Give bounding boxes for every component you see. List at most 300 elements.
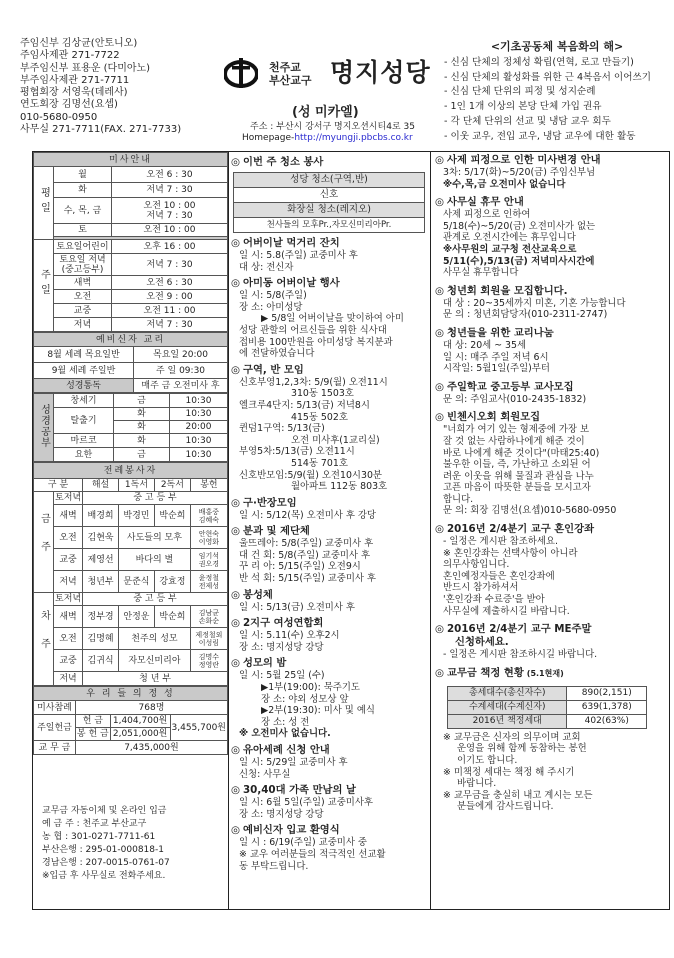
bullet-icon: ◎: [231, 588, 240, 601]
notice-line: 월아파트 112동 803호: [291, 481, 388, 493]
roster-reader: 김명혜: [83, 628, 119, 650]
bullet-icon: ◎: [435, 380, 444, 393]
roster-reader: 김귀식: [83, 650, 119, 672]
notice-line: 514동 701호: [291, 457, 348, 469]
notice-line: 불우한 이들, 즉, 가난하고 소외된 어: [443, 459, 591, 471]
notice-line: ▶2부(19:30): 미사 및 예식: [261, 705, 375, 717]
right-sections: [435, 154, 667, 680]
notice-title-text: 어버이날 먹거리 잔치: [243, 237, 340, 249]
notice-block: [435, 411, 667, 517]
offering-value: 7,435,000원: [75, 741, 227, 755]
roster-reader: 사도들의 모후: [119, 527, 191, 549]
notice-line: 시작일: 5월1일(주일)부터: [443, 363, 550, 375]
cleaning-row: 신호: [234, 188, 424, 203]
offering-label: 주일헌금: [34, 715, 76, 741]
notice-line: 부영5차:5/13(금) 오전11시: [239, 446, 355, 458]
notice-title-text: 빈첸시오회 회원모집: [447, 411, 541, 424]
roster-header: 봉헌: [190, 479, 227, 492]
roster-reader: 배경희: [83, 505, 119, 527]
roster-offering: 임기석 권오경: [190, 549, 227, 571]
notice-block: [435, 623, 667, 661]
notice-block: [231, 657, 429, 740]
notice-block: [231, 277, 429, 360]
mass-day: 월: [54, 167, 112, 183]
middle-notices: [231, 156, 429, 876]
notice-line: 에 전달하였습니다: [239, 348, 315, 360]
roster-offering: 배홍중 김혜숙: [190, 505, 227, 527]
cleaning-row: 화장실 청소(레지오): [234, 203, 424, 218]
study-time: 10:30: [170, 448, 228, 462]
notice-line: 415동 502호: [291, 411, 348, 423]
bullet-icon: ◎: [231, 784, 240, 797]
notice-line: 사무실에 제출하시길 바랍니다.: [443, 605, 570, 617]
study-day: 금: [114, 448, 170, 462]
study-day: 금: [114, 394, 170, 408]
roster-reader: 천주의 성모: [119, 628, 191, 650]
roster-reader: 박경민: [119, 505, 155, 527]
roster-header: 1독서: [119, 479, 155, 492]
cleaning-title: 이번 주 청소 봉사: [243, 156, 324, 168]
notice-title-text: 30,40대 가족 만남의 날: [243, 784, 356, 797]
notice-line: 신호반모임:5/9(월) 오전10시30분: [239, 469, 382, 481]
mass-time: 오전 6 : 30: [112, 167, 228, 183]
notice-title-text: 구역, 반 모임: [243, 363, 304, 376]
mass-day: 교중: [54, 304, 112, 318]
bullet-icon: ◎: [435, 523, 444, 536]
roster-reader: 김현욱: [83, 527, 119, 549]
pledge-value: 890(2,151): [567, 686, 647, 700]
notice-line: 꾸 리 아: 5/15(주일) 오전9시: [239, 561, 361, 573]
notice-line: 반드시 참가하셔서: [443, 582, 519, 594]
notice-line: 혼인예정자들은 혼인강좌에: [443, 570, 555, 582]
notice-line: 일 시: 5/13(금) 오전미사 후: [239, 601, 355, 613]
notice-title-text: 사제 피정으로 인한 미사변경 안내: [447, 154, 601, 166]
mass-time: 저녁 7 : 30: [112, 183, 228, 198]
notice-line: 문 의: 회장 김명선(요셉)010-5680-0950: [443, 505, 617, 517]
notice-title-text: 예비신자 입교 환영식: [243, 824, 340, 837]
roster-youth: 중 고 등 부: [83, 492, 228, 505]
notice-block: [435, 154, 667, 190]
mass-day: 오전: [54, 290, 112, 304]
staff-list: [20, 38, 220, 136]
notice-line: 일 시: 5.8(주일) 교중미사 후: [239, 250, 358, 261]
notice-line: 장 소: 명지성당 강당: [239, 641, 324, 653]
notice-line: 사제 피정으로 인하여: [443, 209, 531, 221]
roster-slot: 저녁: [54, 672, 83, 686]
notice-line: 일 시: 5/29일 교중미사 후: [239, 757, 348, 768]
notice-line: 5/18(수)~5/20(금) 오전미사가 없는: [443, 220, 596, 232]
staff-line: 연도회장 김명선(요셉): [20, 99, 118, 111]
notice-title-text: 아미동 어버이날 행사: [243, 277, 340, 290]
mass-day: 수, 목, 금: [54, 198, 112, 224]
notice-line: 신청: 사무실: [239, 768, 291, 780]
notice-title: [231, 156, 429, 169]
notice-block: [231, 617, 429, 653]
study-day: 화: [114, 434, 170, 448]
year-title: <기초공동체 복음화의 해>: [490, 40, 624, 53]
notice-line: ※ 오전미사 없습니다.: [239, 728, 331, 740]
notice-title: [435, 523, 667, 536]
roster-reader: 청년부: [83, 571, 119, 593]
study-book: 요한: [54, 448, 114, 462]
cleaning-row: 천사들의 모후Pr.,자모신미리아Pr.: [266, 220, 392, 230]
notice-title-text: 주일학교 중고등부 교사모집: [447, 380, 574, 393]
mass-time: 저녁 7 : 30: [112, 318, 228, 332]
class-name: 8월 세례 목요일반: [34, 347, 134, 363]
bank-line: ※입금 후 사무실로 전화주세요.: [42, 871, 166, 881]
notice-title-text: 2016년 2/4분기 교구 ME주말: [447, 623, 592, 636]
mass-time: 오후 16 : 00: [112, 240, 228, 254]
roster-header: 해설: [83, 479, 119, 492]
mass-day: 토요일 저녁 (중고등부): [54, 254, 112, 276]
roster-reader: 제영선: [83, 549, 119, 571]
notice-title: [231, 525, 429, 538]
study-book: 창세기: [54, 394, 114, 408]
bank-line: 농 협 : 301-0271-7711-61: [42, 832, 156, 842]
bank-line: 교무금 자동이체 및 온라인 입금: [42, 806, 167, 816]
roster-youth: 청 년 부: [83, 672, 228, 686]
roster-slot: 오전: [54, 628, 83, 650]
catechumen-table: [33, 332, 228, 393]
notice-title-text: 교무금 책정 현황: [447, 666, 524, 679]
study-book: 탈출기: [54, 408, 114, 434]
bullet-icon: ◎: [231, 525, 240, 538]
notice-title: [231, 589, 429, 602]
year-item: - 신심 단체의 활성화를 위한 근 4복음서 이어쓰기: [444, 71, 651, 83]
mass-title: 미사안내: [34, 153, 228, 167]
pledge-note: ※ 미책정 세대는 책정 해 주시기: [443, 766, 575, 778]
mass-time: 오전 9 : 00: [112, 290, 228, 304]
notice-title-text: 구·반장모임: [243, 496, 297, 509]
notice-title-text: 성모의 밤: [243, 657, 287, 670]
bullet-icon: ◎: [435, 196, 444, 209]
notice-title: [231, 784, 429, 797]
notice-title: [231, 277, 429, 290]
staff-line: 주임사제관 271-7722: [20, 50, 120, 62]
right-notices: [435, 154, 667, 813]
pledge-note: ※ 교무금은 신자의 의무이며 교회: [443, 731, 581, 743]
homepage-label: Homepage-: [242, 133, 295, 143]
notice-line: - 일정은 게시판 참조하시길 바랍니다.: [443, 649, 598, 661]
notice-line: 문 의 : 청년회담당자(010-2311-2747): [443, 309, 608, 321]
mass-time: 오전 6 : 30: [112, 276, 228, 290]
notice-title-text: 2지구 여성연합회: [243, 617, 324, 630]
pledge-value: 402(63%): [567, 714, 647, 728]
roster-slot: 토저녁: [55, 493, 82, 503]
mass-day: 새벽: [54, 276, 112, 290]
notice-block: [435, 523, 667, 617]
staff-line: 010-5680-0950: [20, 111, 98, 123]
offering-label: 미사참례: [34, 701, 76, 715]
staff-line: 평협회장 서영욱(데레사): [20, 87, 128, 99]
notice-title: [231, 237, 429, 250]
roster-slot: 오전: [54, 527, 83, 549]
bullet-icon: ◎: [435, 284, 444, 297]
notice-title: [435, 411, 667, 424]
study-time: 10:30: [170, 408, 228, 421]
middle-sections: [231, 237, 429, 872]
notice-block: [435, 196, 667, 279]
notice-block: [231, 497, 429, 522]
staff-line: 부주임사제관 271-7711: [20, 74, 130, 86]
offering-value: 2,051,000원: [110, 728, 170, 741]
bullet-icon: ◎: [231, 363, 240, 376]
roster-offering: 김남균 손화순: [190, 606, 227, 628]
notice-line: 합니다.: [443, 493, 474, 505]
notice-title: [231, 617, 429, 630]
notice-line: "너희가 여기 있는 형제중에 가장 보: [443, 424, 590, 436]
roster-slot: 토저녁: [55, 594, 82, 604]
study-time: 10:30: [170, 434, 228, 448]
notice-title-text: 분과 및 제단체: [243, 525, 310, 538]
notice-title-text: 사무실 휴무 안내: [447, 196, 524, 209]
notice-block: [435, 327, 667, 375]
notice-line: 일 시: 5/12(목) 오전미사 후 강당: [239, 509, 376, 521]
notice-title-text: 청년회 회원을 모집합니다.: [447, 284, 568, 297]
notice-line: ※ 혼인강좌는 선택사항이 아니라: [443, 547, 578, 559]
mass-time: 저녁 7 : 30: [112, 254, 228, 276]
pledge-value: 639(1,378): [567, 700, 647, 714]
notice-line: 3차: 5/17(화)~5/20(금) 주임신부님: [443, 167, 596, 178]
bullet-icon: ◎: [435, 411, 444, 424]
year-item: - 신심 단체의 정체성 확립(연혁, 로고 만들기): [444, 57, 634, 68]
mass-day: 토요일어린이: [54, 240, 112, 254]
notice-title: [231, 824, 429, 837]
notice-title: [435, 381, 667, 394]
roster-slot: 교중: [54, 650, 83, 672]
notice-block: [231, 744, 429, 780]
notice-line: 대 상: 20세 ~ 35세: [443, 339, 527, 351]
homepage-link[interactable]: http://myungji.pbcbs.co.kr: [294, 133, 413, 143]
bullet-icon: ◎: [435, 326, 444, 339]
left-column: [33, 152, 229, 909]
bullet-icon: ◎: [231, 496, 240, 509]
mass-time: 오전 10 : 00 저녁 7 : 30: [112, 198, 228, 224]
church-name: 명지성당: [330, 58, 431, 87]
notice-line: 5/11(수),5/13(금) 저녁미사시간에: [443, 255, 595, 267]
class-time: 목요일 20:00: [134, 347, 228, 363]
notice-line: 잘 것 없는 사람하나에게 해준 것이: [443, 435, 585, 447]
mass-day: 화: [54, 183, 112, 198]
notice-line: 퀸덤1구역: 5/13(금): [239, 423, 325, 435]
notice-block: [435, 381, 667, 406]
notice-line: 사무실 휴무합니다: [443, 267, 519, 279]
notice-line: ※수,목,금 오전미사 없습니다: [443, 178, 566, 190]
year-item: - 이웃 교우, 전입 교우, 냉담 교우에 대한 활동: [444, 130, 636, 142]
roster-reader: 박순희: [154, 606, 190, 628]
notice-block: [231, 364, 429, 493]
notice-block: [231, 589, 429, 614]
notice-line: 려운 이웃을 위해 물질과 관심을 나누: [443, 470, 594, 482]
roster-slot: 저녁: [54, 571, 83, 593]
mass-time: 오전 10 : 00: [112, 224, 228, 237]
notice-line: 울뜨레아: 5/8(주일) 교중미사 후: [239, 538, 374, 550]
pledge-label: 수계세대(수계신자): [448, 700, 567, 714]
roster-offering: 안현숙 이영화: [190, 527, 227, 549]
pledge-notes: [435, 732, 667, 813]
liturgy-roster: [33, 462, 228, 686]
bullet-icon: ◎: [231, 156, 240, 168]
class-name: 9월 세례 주일반: [34, 363, 134, 379]
cross-logo-icon: [224, 58, 258, 88]
notice-line: 바로 나에게 해준 것이다"(마태25:40): [443, 447, 600, 459]
offering-table: [33, 686, 228, 755]
cleaning-row: 성당 청소(구역,반): [234, 173, 424, 188]
weekday-label: 평일: [38, 186, 50, 217]
bullet-icon: ◎: [231, 824, 240, 837]
notice-line: 310동 1503호: [291, 388, 354, 400]
notice-line: 일 시: 5/8(주일): [239, 290, 307, 302]
notice-line: 일 시: 5월 25일 (수): [239, 670, 325, 682]
roster-reader: 자모신미리아: [119, 650, 191, 672]
bullet-icon: ◎: [231, 617, 240, 630]
notice-line: ▶1부(19:00): 묵주기도: [261, 682, 360, 694]
roster-offering: 제정철외 이성림: [190, 628, 227, 650]
roster-slot: 새벽: [54, 606, 83, 628]
notice-title-text: 청년들을 위한 교리나눔: [447, 326, 554, 339]
mass-table: [33, 152, 228, 332]
notice-line: 대 상: 전신자: [239, 261, 294, 273]
patron-saint: (성 미카엘): [292, 105, 359, 120]
bank-info: [42, 805, 222, 883]
notice-block: [435, 667, 667, 680]
bible-study-label: 성경공부: [38, 404, 50, 448]
notice-block: [435, 285, 667, 321]
pledge-label: 2016년 책정세대: [448, 714, 567, 728]
notice-line: 장 소: 성 전: [261, 716, 310, 728]
pledge-label: 총세대수(총신자수): [448, 686, 567, 700]
notice-title-cont: 신청하세요.: [455, 636, 509, 649]
notice-line: 장 소: 아미성당: [239, 301, 303, 313]
roster-reader: 박순희: [154, 505, 190, 527]
offering-sub: 헌 금: [75, 715, 110, 728]
roster-slot: 교중: [54, 549, 83, 571]
roster-reader: 바다의 별: [119, 549, 191, 571]
study-time: 20:00: [170, 421, 228, 434]
mass-day: 저녁: [54, 318, 112, 332]
roster-reader: 정부경: [83, 606, 119, 628]
staff-line: 사무실 271-7711(FAX. 271-7733): [20, 124, 182, 136]
bank-line: 경남은행 : 207-0015-0761-07: [42, 858, 170, 868]
sunday-label: 주일: [38, 269, 50, 299]
offering-sum: 3,455,700원: [170, 715, 228, 741]
notice-title: [231, 497, 429, 510]
bible-reading-label: 성경통독: [34, 379, 134, 393]
year-item: - 1인 1개 이상의 본당 단체 가입 권유: [444, 101, 602, 113]
study-book: 마르코: [54, 434, 114, 448]
staff-line: 주임신부 김상균(안토니오): [20, 38, 138, 49]
notice-title: [435, 623, 667, 636]
bullet-icon: ◎: [231, 277, 240, 290]
notice-block: [231, 824, 429, 872]
bullet-icon: ◎: [435, 666, 444, 679]
roster-header: 구 분: [34, 479, 83, 492]
homepage: [242, 133, 413, 143]
offering-label: 교 무 금: [34, 741, 76, 755]
roster-title: 전례봉사자: [34, 463, 228, 479]
notice-block: [231, 525, 429, 584]
offering-sub: 봉 헌 금: [76, 729, 109, 739]
bullet-icon: ◎: [435, 623, 444, 636]
study-time: 10:30: [170, 394, 228, 408]
notice-title-small: (5.1현재): [526, 668, 564, 678]
year-item: - 신심 단체 단위의 피정 및 성지순례: [444, 86, 596, 98]
this-week-label: 금주: [38, 512, 50, 569]
pledge-table: [447, 686, 647, 729]
notice-line: 신호부영1,2,3차: 5/9(월) 오전11시: [239, 376, 388, 388]
notice-line: 엘크루4단지: 5/13(금) 저녁8시: [239, 399, 370, 411]
address: 주소 : 부산시 강서구 명지오션시티4로 35: [250, 122, 415, 132]
bible-reading-time: 매주 금 오전미사 후: [134, 379, 228, 393]
notice-line: 대 건 회: 5/8(주일) 교중미사 후: [239, 549, 371, 561]
bank-line: 부산은행 : 295-01-000818-1: [42, 845, 164, 855]
notice-line: ※ 교우 여러분들의 적극적인 선교활: [239, 848, 386, 860]
notice-title-text: 유아세례 신청 안내: [243, 744, 330, 756]
pledge-note: 이기도 합니다.: [457, 755, 518, 766]
offering-value: 1,404,700원: [110, 715, 170, 728]
mass-day: 토: [54, 224, 112, 237]
notice-line: 성당 관할의 어르신들을 위한 식사대: [239, 324, 387, 336]
study-day: 화: [114, 408, 170, 421]
notice-line: 일 시: 5.11(수) 오후2시: [239, 630, 340, 642]
bullet-icon: ◎: [231, 744, 240, 756]
notice-line: 일 시: 6월 5일(주일) 교중미사후: [239, 797, 373, 809]
offering-title: 우 리 들 의 정 성: [34, 687, 228, 701]
bullet-icon: ◎: [435, 154, 444, 166]
notice-block: [231, 784, 429, 820]
notice-line: 일 시: 매주 주일 저녁 6시: [443, 351, 549, 363]
notice-line: 관계로 오전시간에는 휴무입니다: [443, 232, 576, 244]
notice-line: - 일정은 게시판 참조하세요.: [443, 536, 558, 548]
roster-youth: 중 고 등 부: [83, 593, 228, 606]
notice-title-text: 2016년 2/4분기 교구 혼인강좌: [447, 523, 595, 536]
notice-line: 일 시 : 6/19(주일) 교중미사 중: [239, 837, 367, 849]
notice-line: 동 부탁드립니다.: [239, 860, 309, 872]
notice-line: 고픈 마음이 따뜻한 분들을 모시고자: [443, 482, 591, 494]
pledge-note: ※ 교무금을 충실히 내고 계시는 모든: [443, 789, 593, 801]
roster-reader: 문준식: [119, 571, 155, 593]
next-week-label: 차주: [38, 609, 50, 666]
notice-title: [435, 196, 667, 209]
notice-line: '혼인강좌 수료증'을 받아: [443, 594, 545, 606]
year-goals: [444, 38, 670, 144]
class-time: 주 일 09:30: [134, 363, 228, 379]
bible-study-table: [33, 393, 228, 462]
notice-line: 장 소: 명지성당 강당: [239, 808, 324, 820]
bullet-icon: ◎: [231, 237, 240, 249]
roster-header: 2독서: [154, 479, 190, 492]
mass-time: 오전 11 : 00: [112, 304, 228, 318]
catechumen-title: 예비신자 교리: [34, 333, 228, 347]
notice-line: 장 소: 야외 성모상 앞: [261, 693, 349, 705]
pledge-note: 운영을 위해 함께 동참하는 봉헌: [457, 743, 587, 755]
notice-title: [435, 285, 667, 298]
logo-line1: 천주교: [269, 61, 301, 74]
staff-line: 부주임신부 표용운 (다미아노): [20, 62, 151, 74]
roster-reader: 안정운: [119, 606, 155, 628]
roster-offering: 김명수 정영란: [190, 650, 227, 672]
roster-offering: 윤정철 전제성: [190, 571, 227, 593]
pledge-note: 바랍니다.: [457, 778, 497, 790]
notice-title: [435, 327, 667, 340]
notice-title-text: 봉성체: [243, 588, 273, 601]
offering-value: 768명: [75, 701, 227, 715]
notice-line: 대 상 : 20~35세까지 미혼, 기혼 가능합니다: [443, 297, 626, 309]
study-day: 화: [114, 421, 170, 434]
notice-line: ▶ 5/8일 어버이날을 맞이하여 아미: [261, 313, 404, 325]
bank-line: 예 금 주 : 천주교 부산교구: [42, 819, 147, 829]
notice-line: 문 의: 주임교사(010-2435-1832): [443, 393, 587, 405]
